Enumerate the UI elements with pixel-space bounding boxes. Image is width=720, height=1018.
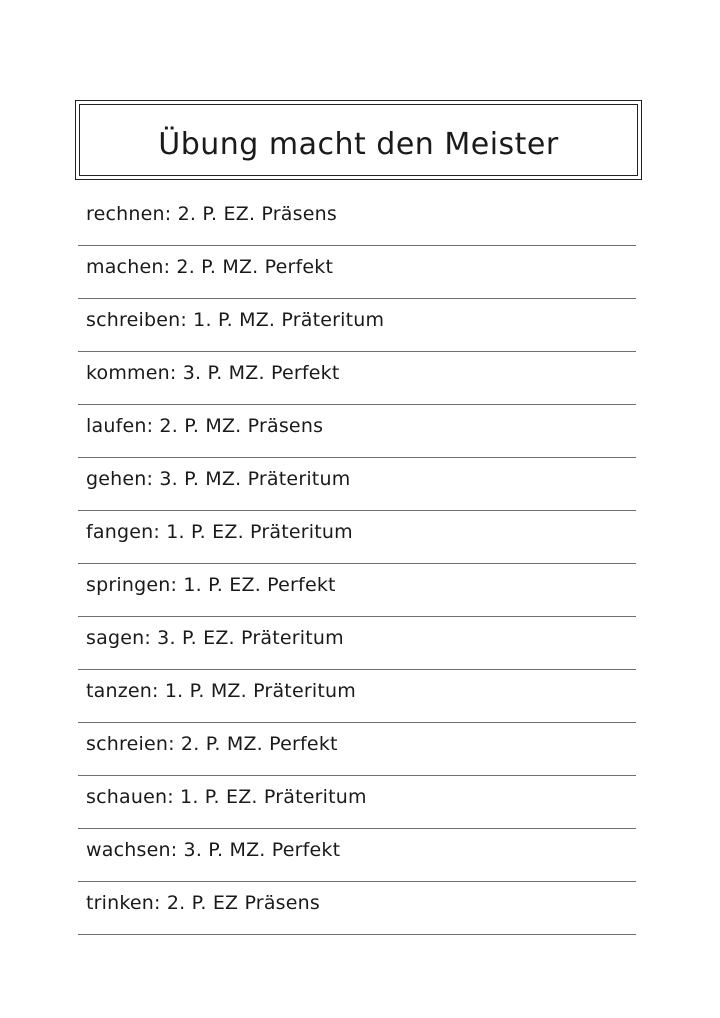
exercise-row <box>78 829 636 882</box>
exercise-row-text: sagen: 3. P. EZ. Präteritum <box>86 627 344 649</box>
exercise-row <box>78 882 636 935</box>
exercise-row <box>78 776 636 829</box>
exercise-row <box>78 405 636 458</box>
exercise-row-text: machen: 2. P. MZ. Perfekt <box>86 256 334 278</box>
exercise-row <box>78 458 636 511</box>
exercise-row-text: fangen: 1. P. EZ. Präteritum <box>86 521 353 543</box>
exercise-row-text: trinken: 2. P. EZ Präsens <box>86 892 320 914</box>
exercise-row-text: schreiben: 1. P. MZ. Präteritum <box>86 309 385 331</box>
exercise-row-text: kommen: 3. P. MZ. Perfekt <box>86 362 340 384</box>
title-box <box>75 100 642 180</box>
exercise-row <box>78 617 636 670</box>
exercise-row <box>78 511 636 564</box>
exercise-row-text: schauen: 1. P. EZ. Präteritum <box>86 786 367 808</box>
exercise-row-text: tanzen: 1. P. MZ. Präteritum <box>86 680 356 702</box>
exercise-row-text: rechnen: 2. P. EZ. Präsens <box>86 203 337 225</box>
exercise-row-text: gehen: 3. P. MZ. Präteritum <box>86 468 351 490</box>
exercise-row <box>78 193 636 246</box>
exercise-row <box>78 299 636 352</box>
page-title: Übung macht den Meister <box>158 126 559 162</box>
exercise-row-text: springen: 1. P. EZ. Perfekt <box>86 574 336 596</box>
exercise-row-text: wachsen: 3. P. MZ. Perfekt <box>86 839 341 861</box>
exercise-list <box>78 193 636 935</box>
exercise-row-text: laufen: 2. P. MZ. Präsens <box>86 415 324 437</box>
exercise-row-text: schreien: 2. P. MZ. Perfekt <box>86 733 338 755</box>
exercise-row <box>78 564 636 617</box>
exercise-row <box>78 246 636 299</box>
exercise-row <box>78 723 636 776</box>
exercise-row <box>78 670 636 723</box>
title-box-inner-frame <box>79 104 638 176</box>
exercise-row <box>78 352 636 405</box>
